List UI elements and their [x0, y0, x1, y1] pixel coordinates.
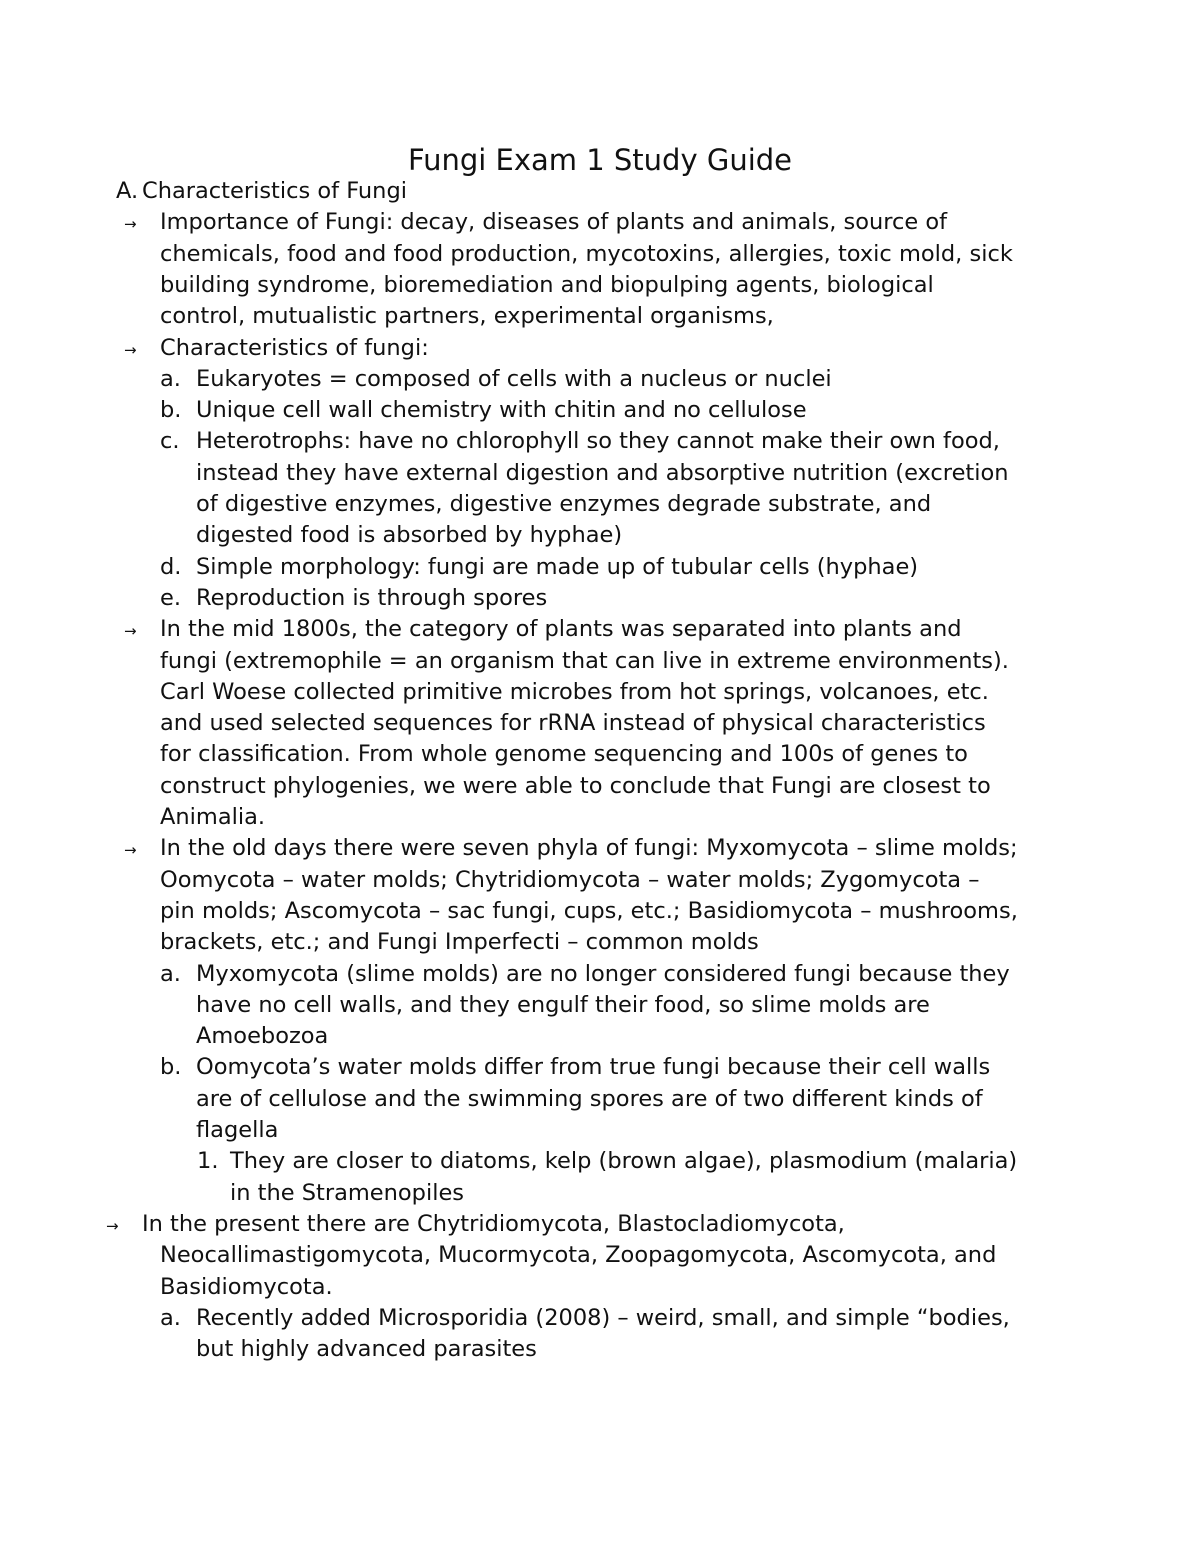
importance-bullet-line: building syndrome, bioremediation and biopulping agents, biological	[160, 271, 934, 298]
old-phyla-item-line: Amoebozoa	[196, 1023, 329, 1050]
old-phyla-subitem-line: in the Stramenopiles	[230, 1179, 465, 1206]
characteristic-item-marker: d.	[160, 553, 182, 580]
old-phyla-item-marker: a.	[160, 960, 181, 987]
old-phyla-item-line: Myxomycota (slime molds) are no longer considered fungi because they	[196, 960, 1010, 987]
characteristic-item-line: instead they have external digestion and absorptive nutrition (excretion	[196, 459, 1009, 486]
characteristic-item-line: Heterotrophs: have no chlorophyll so they cannot make their own food,	[196, 428, 1000, 455]
present-phyla-item-line: Recently added Microsporidia (2008) – weird, small, and simple “bodies,	[196, 1304, 1010, 1331]
document-title: Fungi Exam 1 Study Guide	[407, 143, 793, 177]
characteristics-bullet-marker: →	[124, 340, 137, 359]
characteristic-item-line: Simple morphology: fungi are made up of tubular cells (hyphae)	[196, 553, 919, 580]
present-phyla-item-marker: a.	[160, 1304, 181, 1331]
old-phyla-item-marker: b.	[160, 1054, 182, 1081]
history-bullet-marker: →	[124, 622, 137, 641]
characteristic-item-marker: e.	[160, 584, 181, 611]
importance-bullet-line: chemicals, food and food production, mycotoxins, allergies, toxic mold, sick	[160, 240, 1013, 267]
characteristic-item-marker: c.	[160, 428, 180, 455]
old-phyla-subitem-line: They are closer to diatoms, kelp (brown algae), plasmodium (malaria)	[230, 1148, 1018, 1175]
present-phyla-bullet-marker: →	[106, 1216, 119, 1235]
old-phyla-item-line: have no cell walls, and they engulf their food, so slime molds are	[196, 991, 930, 1018]
history-bullet-line: In the mid 1800s, the category of plants was separated into plants and	[160, 616, 962, 643]
old-phyla-item-line: Oomycota’s water molds differ from true fungi because their cell walls	[196, 1054, 991, 1081]
characteristic-item-marker: a.	[160, 365, 181, 392]
history-bullet-line: construct phylogenies, we were able to conclude that Fungi are closest to	[160, 772, 991, 799]
present-phyla-item-line: but highly advanced parasites	[196, 1336, 537, 1363]
section-marker: A.	[116, 178, 139, 204]
old-phyla-bullet-marker: →	[124, 841, 137, 860]
history-bullet-line: fungi (extremophile = an organism that can live in extreme environments).	[160, 647, 1009, 674]
old-phyla-bullet-line: pin molds; Ascomycota – sac fungi, cups, etc.; Basidiomycota – mushrooms,	[160, 897, 1018, 924]
importance-bullet-line: Importance of Fungi: decay, diseases of plants and animals, source of	[160, 209, 948, 236]
old-phyla-item-line: flagella	[196, 1117, 279, 1143]
characteristic-item-line: Reproduction is through spores	[196, 584, 548, 611]
old-phyla-bullet-line: brackets, etc.; and Fungi Imperfecti – common molds	[160, 929, 759, 956]
old-phyla-bullet-line: Oomycota – water molds; Chytridiomycota – water molds; Zygomycota –	[160, 866, 980, 893]
section-heading: Characteristics of Fungi	[142, 178, 407, 204]
importance-bullet-line: control, mutualistic partners, experimental organisms,	[160, 303, 774, 330]
old-phyla-item-line: are of cellulose and the swimming spores are of two different kinds of	[196, 1085, 983, 1112]
characteristic-item-line: digested food is absorbed by hyphae)	[196, 522, 623, 549]
old-phyla-bullet-line: In the old days there were seven phyla of fungi: Myxomycota – slime molds;	[160, 835, 1018, 862]
characteristic-item-marker: b.	[160, 397, 182, 424]
characteristic-item-line: Unique cell wall chemistry with chitin and no cellulose	[196, 397, 807, 424]
present-phyla-bullet-line: Basidiomycota.	[160, 1273, 333, 1300]
present-phyla-bullet-line: Neocallimastigomycota, Mucormycota, Zoopagomycota, Ascomycota, and	[160, 1242, 997, 1269]
present-phyla-bullet-line: In the present there are Chytridiomycota, Blastocladiomycota,	[142, 1210, 845, 1237]
importance-bullet-marker: →	[124, 215, 137, 234]
characteristics-heading: Characteristics of fungi:	[160, 334, 429, 361]
old-phyla-subitem-marker: 1.	[197, 1148, 219, 1175]
characteristic-item-line: of digestive enzymes, digestive enzymes degrade substrate, and	[196, 491, 932, 517]
characteristic-item-line: Eukaryotes = composed of cells with a nucleus or nuclei	[196, 365, 832, 392]
history-bullet-line: Animalia.	[160, 804, 266, 830]
history-bullet-line: Carl Woese collected primitive microbes from hot springs, volcanoes, etc.	[160, 678, 989, 705]
history-bullet-line: and used selected sequences for rRNA instead of physical characteristics	[160, 710, 986, 737]
history-bullet-line: for classification. From whole genome sequencing and 100s of genes to	[160, 741, 968, 768]
